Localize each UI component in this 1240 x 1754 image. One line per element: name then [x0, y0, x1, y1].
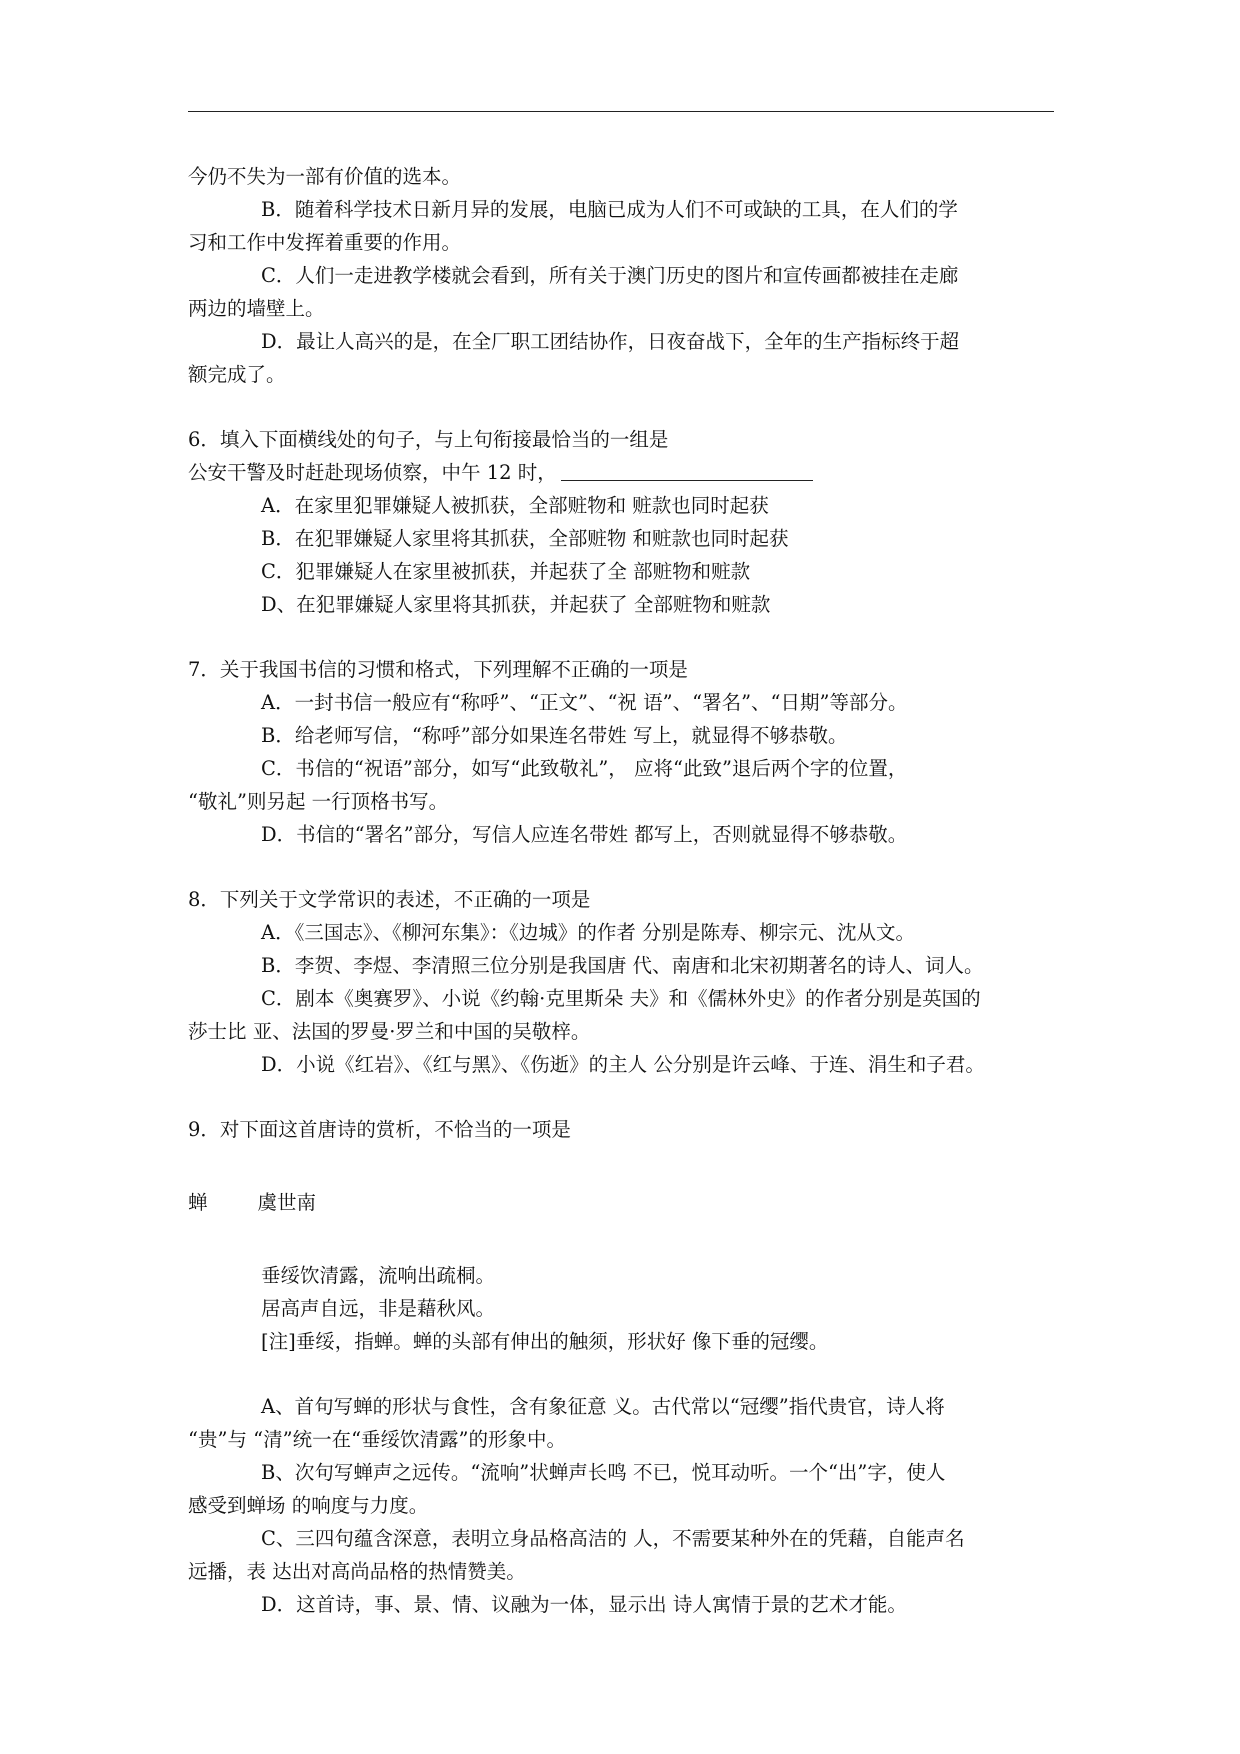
q7-option-a: A．一封书信一般应有“称呼”、“正文”、“祝 语”、“署名”、“日期”等部分。 [261, 691, 908, 714]
q8-stem: 8．下列关于文学常识的表述，不正确的一项是 [188, 888, 591, 911]
q6-option-b: B．在犯罪嫌疑人家里将其抓获，全部赃物 和赃款也同时起获 [261, 527, 789, 550]
q5-option-c-cont: 两边的墙壁上。 [188, 297, 325, 320]
q7-option-b: B．给老师写信，“称呼”部分如果连名带姓 写上，就显得不够恭敬。 [261, 724, 848, 747]
q5-option-d: D．最让人高兴的是，在全厂职工团结协作，日夜奋战下，全年的生产指标终于超 [261, 330, 960, 353]
q8-option-b: B．李贺、李煜、李清照三位分别是我国唐 代、南唐和北宋初期著名的诗人、词人。 [261, 954, 984, 977]
poem-author: 虞世南 [257, 1191, 317, 1214]
q7-option-c-cont: “敬礼”则另起 一行顶格书写。 [188, 790, 449, 813]
q5-option-d-cont: 额完成了。 [188, 363, 286, 386]
q6-sentence-text: 公安干警及时赶赴现场侦察，中午 12 时， [188, 461, 557, 484]
q6-answer-blank [561, 458, 813, 481]
q9-option-d: D．这首诗，事、景、情、议融为一体，显示出 诗人寓情于景的艺术才能。 [261, 1593, 907, 1616]
header-rule [188, 111, 1054, 112]
q5-continuation: 今仍不失为一部有价值的选本。 [188, 165, 462, 188]
q5-option-c: C．人们一走进教学楼就会看到，所有关于澳门历史的图片和宣传画都被挂在走廊 [261, 264, 959, 287]
q9-option-b: B、次句写蝉声之远传。“流响”状蝉声长鸣 不已，悦耳动听。一个“出”字，使人 [261, 1461, 946, 1484]
q6-option-c: C．犯罪嫌疑人在家里被抓获，并起获了全 部赃物和赃款 [261, 560, 751, 583]
poem-line-2: 居高声自远，非是藉秋风。 [261, 1297, 496, 1320]
poem-note: [注]垂绥，指蝉。蝉的头部有伸出的触须，形状好 像下垂的冠缨。 [261, 1330, 829, 1353]
q8-option-d: D．小说《红岩》、《红与黑》、《伤逝》的主人 公分别是许云峰、于连、涓生和子君。 [261, 1053, 985, 1076]
q5-option-b-cont: 习和工作中发挥着重要的作用。 [188, 231, 462, 254]
q7-stem: 7．关于我国书信的习惯和格式，下列理解不正确的一项是 [188, 658, 688, 681]
q6-stem: 6．填入下面横线处的句子，与上句衔接最恰当的一组是 [188, 428, 669, 451]
page-content [188, 160, 1054, 1621]
q6-sentence [188, 456, 1054, 489]
q8-option-a: A．《三国志》、《柳河东集》：《边城》的作者 分别是陈寿、柳宗元、沈从文。 [261, 921, 916, 944]
q7-option-d: D．书信的“署名”部分，写信人应连名带姓 都写上，否则就显得不够恭敬。 [261, 823, 908, 846]
q9-option-b-cont: 感受到蝉场 的响度与力度。 [188, 1494, 429, 1517]
q5-option-b: B．随着科学技术日新月异的发展，电脑已成为人们不可或缺的工具，在人们的学 [261, 198, 958, 221]
q6-option-d: D、在犯罪嫌疑人家里将其抓获，并起获了 全部赃物和赃款 [261, 593, 771, 616]
q7-option-c: C．书信的“祝语”部分，如写“此致敬礼”， 应将“此致”退后两个字的位置， [261, 757, 908, 780]
q8-option-c: C．剧本《奥赛罗》、小说《约翰·克里斯朵 夫》和《儒林外史》的作者分别是英国的 [261, 987, 981, 1010]
poem-heading [188, 1186, 1054, 1219]
q9-option-a-cont: “贵”与 “清”统一在“垂绥饮清露”的形象中。 [188, 1428, 567, 1451]
poem-line-1: 垂绥饮清露，流响出疏桐。 [261, 1264, 496, 1287]
q9-option-c-cont: 远播，表 达出对高尚品格的热情赞美。 [188, 1560, 526, 1583]
q9-option-c: C、三四句蕴含深意，表明立身品格高洁的 人，不需要某种外在的凭藉，自能声名 [261, 1527, 965, 1550]
q9-stem: 9．对下面这首唐诗的赏析，不恰当的一项是 [188, 1118, 571, 1141]
q9-option-a: A、首句写蝉的形状与食性，含有象征意 义。古代常以“冠缨”指代贵官，诗人将 [261, 1395, 945, 1418]
q6-option-a: A．在家里犯罪嫌疑人被抓获，全部赃物和 赃款也同时起获 [261, 494, 769, 517]
q8-option-c-cont: 莎士比 亚、法国的罗曼·罗兰和中国的吴敬梓。 [188, 1020, 591, 1043]
poem-title: 蝉 [188, 1191, 208, 1214]
